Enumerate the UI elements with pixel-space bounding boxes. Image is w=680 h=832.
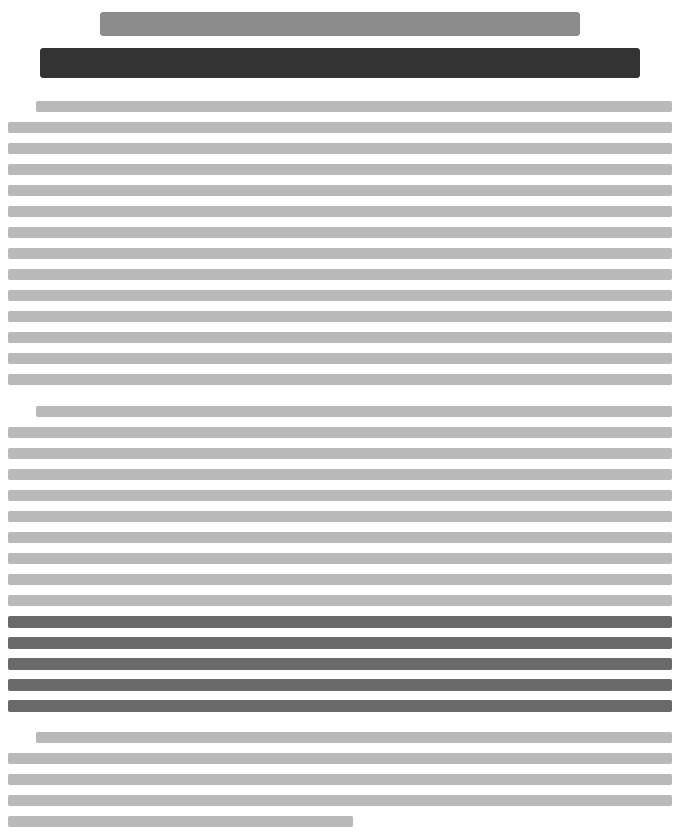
text-line xyxy=(8,327,672,348)
text-line xyxy=(8,769,672,790)
text-line xyxy=(8,348,672,369)
text-line xyxy=(8,748,672,769)
bold-text-line xyxy=(8,632,672,653)
text-line xyxy=(8,506,672,527)
subheadline xyxy=(8,40,672,82)
text-line xyxy=(8,548,672,569)
text-line xyxy=(8,222,672,243)
text-line xyxy=(8,811,672,832)
bold-text-line xyxy=(8,611,672,632)
text-line xyxy=(8,485,672,506)
text-line xyxy=(8,285,672,306)
bold-text-line xyxy=(8,674,672,695)
newspaper-clipping xyxy=(8,8,672,803)
text-line xyxy=(8,201,672,222)
text-line xyxy=(8,443,672,464)
text-line xyxy=(8,590,672,611)
text-line xyxy=(8,527,672,548)
headline-text-block xyxy=(100,12,580,36)
paragraph-2 xyxy=(8,401,672,716)
bold-text-line xyxy=(8,695,672,716)
text-line xyxy=(8,243,672,264)
subheadline-text-block xyxy=(40,48,640,78)
text-line xyxy=(8,727,672,748)
text-line xyxy=(8,264,672,285)
text-line xyxy=(8,306,672,327)
text-line xyxy=(8,369,672,390)
paragraph-3 xyxy=(8,727,672,832)
text-line xyxy=(8,464,672,485)
bold-text-line xyxy=(8,653,672,674)
text-line xyxy=(8,117,672,138)
text-line xyxy=(8,569,672,590)
text-line xyxy=(8,159,672,180)
text-line xyxy=(8,422,672,443)
headline xyxy=(8,8,672,40)
text-line xyxy=(8,401,672,422)
paragraph-1 xyxy=(8,96,672,390)
text-line xyxy=(8,138,672,159)
text-line xyxy=(8,180,672,201)
text-line xyxy=(8,790,672,811)
article-body xyxy=(8,82,672,832)
text-line xyxy=(8,96,672,117)
